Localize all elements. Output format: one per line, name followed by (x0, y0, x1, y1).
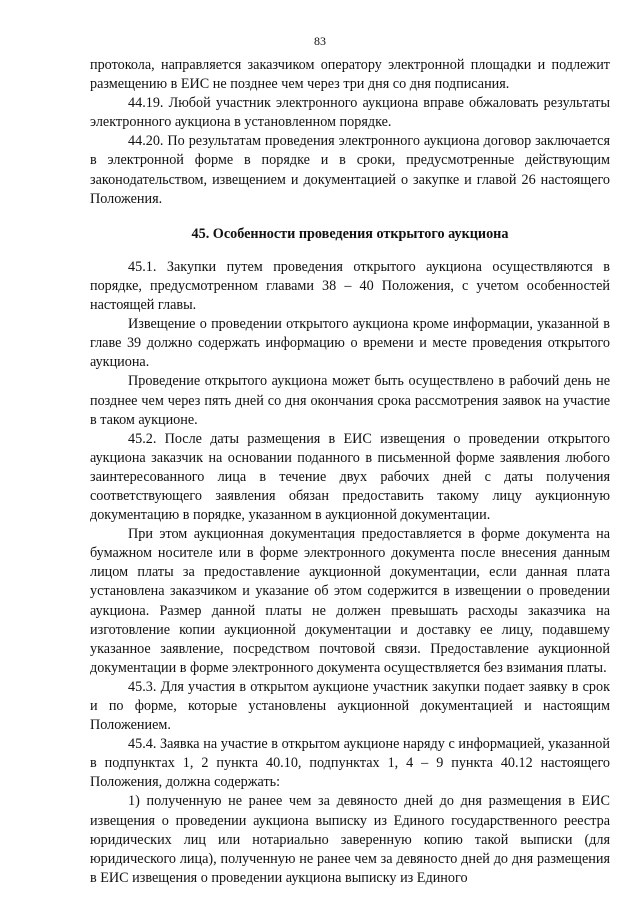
paragraph: 45.4. Заявка на участие в открытом аукционе наряду с информацией, указанной в подпунктах 1, 2 пункта 40.10, подпунктах 1, 4 – 9 пункта 40.12 настоящего Положения, должна содержать: (90, 736, 610, 791)
paragraph: При этом аукционная документация предоставляется в форме документа на бумажном носителе или в форме электронного документа после внесения данным лицом платы за предоставление аукционной документации, если данная плата установлена заказчиком и указание об этом содержится в извещении о проведении аукциона. Размер данной платы не должен превышать расходы заказчика на изготовление копии аукционной документации и доставку ее лицу, подавшему указанное заявление, посредством почтовой связи. Предоставление аукционной документации в форме электронного документа осуществляется без взимания платы. (90, 526, 610, 676)
paragraph: 45.2. После даты размещения в ЕИС извещения о проведении открытого аукциона заказчик на основании поданного в письменной форме заявления любого заинтересованного лица в течение двух рабочих дней с даты получения соответствующего заявления обязан предоставить такому лицу аукционную документацию в порядке, указанном в аукционной документации. (90, 430, 610, 524)
paragraph: 44.20. По результатам проведения электронного аукциона договор заключается в электронной форме в порядке и в сроки, предусмотренные действующим законодательством, извещением и документацией о закупке и главой 26 настоящего Положения. (90, 133, 610, 207)
section-heading: 45. Особенности проведения открытого аукциона (191, 225, 509, 242)
paragraph: 44.19. Любой участник электронного аукциона вправе обжаловать результаты электронного аукциона в установленном порядке. (90, 95, 610, 131)
paragraph: 45.3. Для участия в открытом аукционе участник закупки подает заявку в срок и по форме, которые установлены аукционной документацией и настоящим Положением. (90, 678, 610, 734)
section-44-tail (90, 56, 610, 209)
paragraph: Извещение о проведении открытого аукциона кроме информации, указанной в главе 39 должно содержать информацию о времени и месте проведения открытого аукциона. (90, 316, 610, 371)
paragraph: Проведение открытого аукциона может быть осуществлено в рабочий день не позднее чем через пять дней со дня окончания срока рассмотрения заявок на участие в таком аукционе. (90, 373, 610, 428)
page-number: 83 (314, 34, 326, 48)
paragraph: протокола, направляется заказчиком оператору электронной площадки и подлежит размещению в ЕИС не позднее чем через три дня со дня подписания. (90, 57, 610, 93)
document-body (90, 56, 610, 888)
section-45-body (90, 258, 610, 888)
paragraph: 1) полученную не ранее чем за девяносто дней до дня размещения в ЕИС извещения о проведении аукциона выписку из Единого государственного реестра юридических лиц или нотариально заверенную копию такой выписки (для юридического лица), полученную не ранее чем за девяносто дней до дня размещения в ЕИС извещения о проведении аукциона выписку из Единого (90, 793, 610, 886)
paragraph: 45.1. Закупки путем проведения открытого аукциона осуществляются в порядке, предусмотренном главами 38 – 40 Положения, с учетом особенностей настоящей главы. (90, 258, 610, 314)
